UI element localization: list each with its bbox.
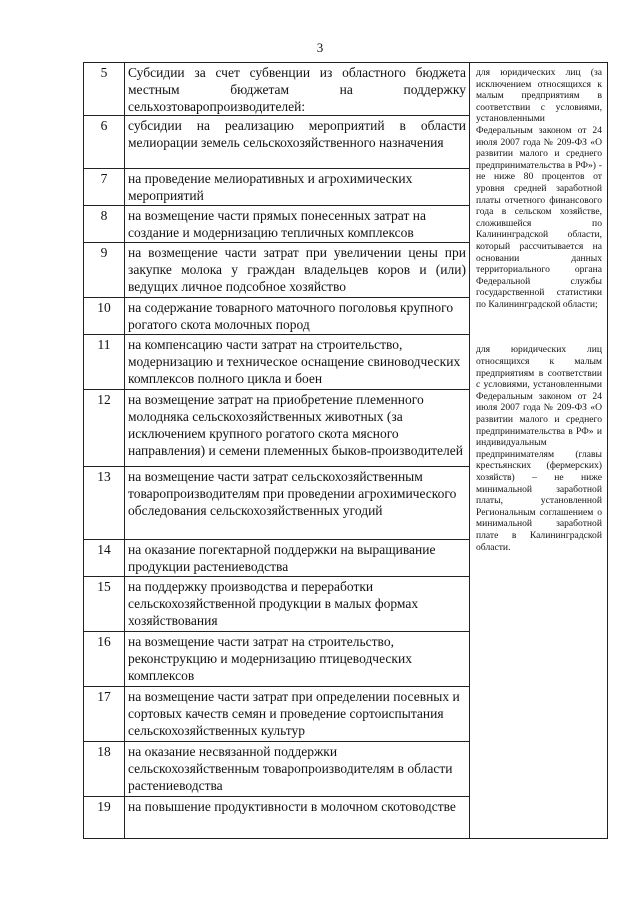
row-number: 18 (97, 744, 111, 759)
subsidies-table (83, 62, 608, 839)
table-row (84, 390, 469, 467)
table-row (84, 206, 469, 243)
table-row (84, 797, 469, 838)
row-text: на возмещение части затрат сельскохозяйственным товаропроизводителям при проведении агрохимического обследования сельскохозяйственных угодий (128, 469, 457, 518)
table-row (84, 687, 469, 742)
row-text: субсидии на реализацию мероприятий в области мелиорации земель сельскохозяйственного назначения (128, 118, 466, 150)
row-number: 7 (100, 171, 108, 186)
conditions-column (476, 67, 602, 553)
row-number: 5 (100, 65, 108, 80)
table-row (84, 169, 469, 206)
table-row (84, 298, 469, 335)
page-number: 3 (316, 40, 324, 55)
table-row (84, 243, 469, 298)
row-number: 6 (100, 118, 108, 133)
row-text: на возмещение части прямых понесенных затрат на создание и модернизацию тепличных комплексов (128, 208, 426, 240)
row-text: на компенсацию части затрат на строительство, модернизацию и техническое оснащение свиноводческих комплексов полного цикла и боен (128, 337, 461, 386)
row-number: 11 (97, 337, 111, 352)
row-text: на возмещение части затрат при увеличении цены при закупке молока у граждан владельцев коров и (или) ведущих личное подсобное хозяйство (128, 245, 466, 294)
row-number: 17 (97, 689, 111, 704)
row-text: на оказание погектарной поддержки на выращивание продукции растениеводства (128, 542, 436, 574)
row-number: 16 (97, 634, 111, 649)
row-number: 19 (97, 799, 111, 814)
table-row (84, 742, 469, 797)
row-text: Субсидии за счет субвенции из областного бюджета местным бюджетам на поддержку сельхозтоваропроизводителей: (128, 65, 466, 114)
row-number: 15 (97, 579, 111, 594)
row-text: на возмещение части затрат при определении посевных и сортовых качеств семян и проведение сортоиспытания сельскохозяйственных культур (128, 689, 460, 738)
row-text: на возмещение затрат на приобретение племенного молодняка сельскохозяйственных животных (за исключением крупного рогатого скота мясного направления) и семени племенных быков-производителей (128, 392, 463, 458)
table-row (84, 116, 469, 169)
condition-note-large-enterprises: для юридических лиц (за исключением относящихся к малым предприятиям в соответствии с условиями, установленными Федеральным законом от 24 июля 2007 года № 209-ФЗ «О развитии малого и среднего предпринимательства в РФ») - не ниже 80 процентов от уровня средней заработной платы отчетного финансового года в сельском хозяйстве, сложившейся по Калининградской области, который рассчитывается на основании данных территориального органа Федеральной службы государственной статистики по Калининградской области; (476, 67, 602, 310)
row-text: на проведение мелиоративных и агрохимических мероприятий (128, 171, 413, 203)
table-row (84, 467, 469, 540)
column-divider-notes (469, 63, 470, 838)
row-number: 10 (97, 300, 111, 315)
row-text: на оказание несвязанной поддержки сельскохозяйственным товаропроизводителям в области растениеводства (128, 744, 453, 793)
table-row (84, 335, 469, 390)
row-number: 14 (97, 542, 111, 557)
row-text: на содержание товарного маточного поголовья крупного рогатого скота молочных пород (128, 300, 454, 332)
row-text: на поддержку производства и переработки сельскохозяйственной продукции в малых формах хозяйствования (128, 579, 419, 628)
condition-note-small-enterprises: для юридических лиц относящихся к малым предприятиям в соответствии с условиями, установленными Федеральным законом от 24 июля 2007 года № 209-ФЗ «О развитии малого и среднего предпринимательства в РФ» и индивидуальным предпринимателям (главы крестьянских (фермерских) хозяйств) – не ниже минимальной заработной платы, установленной Региональным соглашением о минимальной заработной плате в Калининградской области. (476, 344, 602, 553)
table-row (84, 63, 469, 116)
table-row (84, 632, 469, 687)
row-number: 13 (97, 469, 111, 484)
row-text: на повышение продуктивности в молочном скотоводстве (128, 799, 456, 814)
table-row (84, 577, 469, 632)
row-text: на возмещение части затрат на строительство, реконструкцию и модернизацию птицеводческих комплексов (128, 634, 412, 683)
row-number: 8 (100, 208, 108, 223)
table-row (84, 540, 469, 577)
row-number: 12 (97, 392, 111, 407)
row-number: 9 (100, 245, 108, 260)
